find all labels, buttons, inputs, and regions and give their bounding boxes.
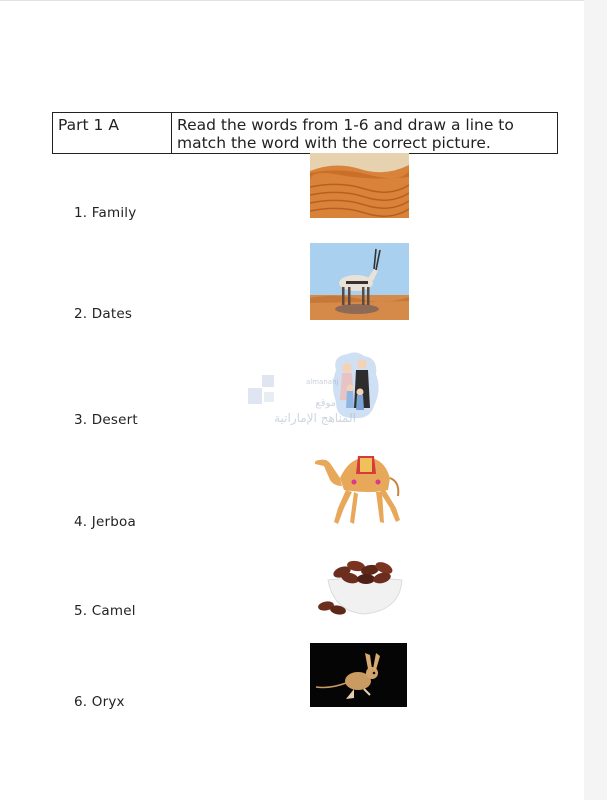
word-label: Family [91, 205, 137, 221]
top-divider [0, 0, 584, 1]
word-number: 2. [74, 306, 88, 322]
part-label: Part 1 A [53, 113, 172, 154]
word-label: Desert [91, 412, 138, 428]
dates-picture [310, 548, 405, 618]
word-number: 5. [74, 603, 88, 619]
jerboa-picture [310, 643, 407, 707]
word-item-dates [74, 306, 132, 322]
desert-photo-icon [310, 153, 409, 218]
watermark-arabic-1: موقع [315, 398, 336, 409]
word-item-jerboa [74, 514, 136, 530]
watermark-logo-icon [244, 372, 359, 432]
camel-drawing-icon [310, 448, 405, 528]
word-number: 6. [74, 694, 88, 710]
word-item-desert [74, 412, 138, 428]
camel-picture [310, 448, 405, 528]
instruction-table [52, 112, 558, 154]
word-number: 3. [74, 412, 88, 428]
word-number: 1. [74, 205, 88, 221]
desert-picture [310, 153, 409, 218]
word-item-family [74, 205, 136, 221]
word-item-oryx [74, 694, 125, 710]
word-label: Camel [91, 603, 136, 619]
jerboa-photo-icon [310, 643, 407, 707]
word-item-camel [74, 603, 136, 619]
word-label: Oryx [91, 694, 125, 710]
word-number: 4. [74, 514, 88, 530]
oryx-photo-icon [310, 243, 409, 320]
oryx-picture [310, 243, 409, 320]
word-label: Dates [91, 306, 133, 322]
watermark-latin: almanahj [306, 378, 339, 386]
instruction-text: Read the words from 1-6 and draw a line to match the word with the correct picture. [172, 113, 558, 154]
watermark [244, 372, 359, 432]
dates-photo-icon [310, 548, 405, 618]
word-label: Jerboa [91, 514, 136, 530]
watermark-arabic-2: المناهج الإماراتية [274, 411, 356, 425]
